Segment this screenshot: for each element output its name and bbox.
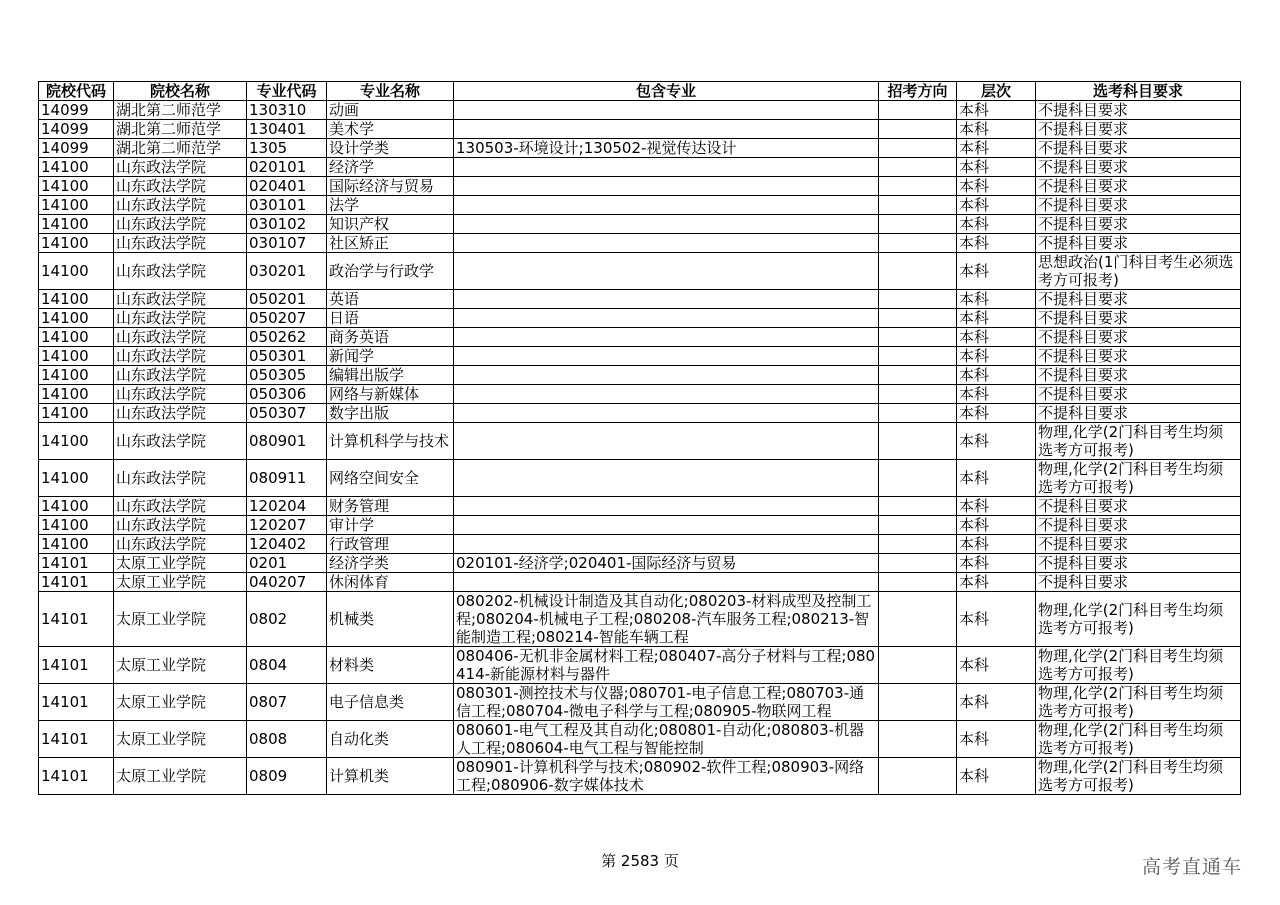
included-majors-cell: 080202-机械设计制造及其自动化;080203-材料成型及控制工程;080204-机械电子工程;080208-汽车服务工程;080213-智能制造工程;080214-智能车辆工程 [454,592,879,647]
subject-requirement-cell: 不提科目要求 [1036,139,1241,158]
subject-requirement-cell: 不提科目要求 [1036,177,1241,196]
major-name-cell: 美术学 [327,120,454,139]
school-name-cell: 山东政法学院 [114,423,247,460]
included-majors-cell [454,516,879,535]
major-code-cell: 030201 [247,253,327,290]
school-name-cell: 湖北第二师范学 [114,101,247,120]
direction-cell [879,423,957,460]
included-majors-cell [454,253,879,290]
major-name-cell: 经济学 [327,158,454,177]
major-name-cell: 自动化类 [327,721,454,758]
major-code-cell: 080911 [247,460,327,497]
school-name-cell: 山东政法学院 [114,385,247,404]
school-name-cell: 山东政法学院 [114,215,247,234]
table-row [39,366,1241,385]
school-name-cell: 山东政法学院 [114,290,247,309]
level-cell: 本科 [957,139,1036,158]
school-code-cell: 14100 [39,385,114,404]
table-row [39,554,1241,573]
school-code-cell: 14099 [39,120,114,139]
included-majors-cell [454,404,879,423]
major-code-cell: 030102 [247,215,327,234]
school-code-cell: 14100 [39,177,114,196]
school-code-cell: 14100 [39,196,114,215]
subject-requirement-cell: 不提科目要求 [1036,404,1241,423]
direction-cell [879,535,957,554]
table-body [39,101,1241,795]
major-code-cell: 050301 [247,347,327,366]
subject-requirement-cell: 物理,化学(2门科目考生均须选考方可报考) [1036,684,1241,721]
major-name-cell: 数字出版 [327,404,454,423]
school-code-cell: 14100 [39,290,114,309]
table-row [39,385,1241,404]
major-name-cell: 材料类 [327,647,454,684]
level-cell: 本科 [957,684,1036,721]
direction-cell [879,592,957,647]
table-row [39,347,1241,366]
major-name-cell: 审计学 [327,516,454,535]
major-name-cell: 日语 [327,309,454,328]
school-name-cell: 山东政法学院 [114,516,247,535]
direction-cell [879,177,957,196]
major-code-cell: 0201 [247,554,327,573]
level-cell: 本科 [957,647,1036,684]
school-name-cell: 山东政法学院 [114,234,247,253]
header-school-code: 院校代码 [39,82,114,101]
major-code-cell: 0809 [247,758,327,795]
table-row [39,290,1241,309]
direction-cell [879,139,957,158]
subject-requirement-cell: 不提科目要求 [1036,328,1241,347]
level-cell: 本科 [957,347,1036,366]
subject-requirement-cell: 不提科目要求 [1036,309,1241,328]
level-cell: 本科 [957,366,1036,385]
major-code-cell: 120402 [247,535,327,554]
table-row [39,120,1241,139]
major-name-cell: 机械类 [327,592,454,647]
school-name-cell: 山东政法学院 [114,347,247,366]
major-code-cell: 0802 [247,592,327,647]
major-name-cell: 新闻学 [327,347,454,366]
school-code-cell: 14100 [39,253,114,290]
subject-requirement-cell: 不提科目要求 [1036,516,1241,535]
major-name-cell: 商务英语 [327,328,454,347]
direction-cell [879,758,957,795]
direction-cell [879,234,957,253]
level-cell: 本科 [957,196,1036,215]
level-cell: 本科 [957,497,1036,516]
level-cell: 本科 [957,404,1036,423]
direction-cell [879,328,957,347]
subject-requirement-cell: 不提科目要求 [1036,385,1241,404]
included-majors-cell [454,385,879,404]
school-code-cell: 14100 [39,158,114,177]
included-majors-cell: 020101-经济学;020401-国际经济与贸易 [454,554,879,573]
included-majors-cell: 080601-电气工程及其自动化;080801-自动化;080803-机器人工程;080604-电气工程与智能控制 [454,721,879,758]
school-name-cell: 山东政法学院 [114,460,247,497]
header-level: 层次 [957,82,1036,101]
major-name-cell: 编辑出版学 [327,366,454,385]
table-row [39,196,1241,215]
school-name-cell: 山东政法学院 [114,309,247,328]
subject-requirement-cell: 思想政治(1门科目考生必须选考方可报考) [1036,253,1241,290]
subject-requirement-cell: 物理,化学(2门科目考生均须选考方可报考) [1036,423,1241,460]
major-code-cell: 080901 [247,423,327,460]
major-code-cell: 050307 [247,404,327,423]
included-majors-cell [454,423,879,460]
school-name-cell: 太原工业学院 [114,554,247,573]
included-majors-cell [454,158,879,177]
header-subject-requirement: 选考科目要求 [1036,82,1241,101]
direction-cell [879,385,957,404]
major-name-cell: 设计学类 [327,139,454,158]
school-code-cell: 14100 [39,366,114,385]
direction-cell [879,309,957,328]
school-code-cell: 14101 [39,721,114,758]
school-name-cell: 太原工业学院 [114,573,247,592]
subject-requirement-cell: 不提科目要求 [1036,497,1241,516]
subject-requirement-cell: 不提科目要求 [1036,215,1241,234]
level-cell: 本科 [957,460,1036,497]
school-code-cell: 14100 [39,234,114,253]
major-name-cell: 英语 [327,290,454,309]
subject-requirement-cell: 不提科目要求 [1036,234,1241,253]
header-school-name: 院校名称 [114,82,247,101]
major-code-cell: 040207 [247,573,327,592]
major-code-cell: 050305 [247,366,327,385]
major-name-cell: 电子信息类 [327,684,454,721]
school-code-cell: 14099 [39,139,114,158]
table-row [39,101,1241,120]
school-code-cell: 14100 [39,516,114,535]
major-name-cell: 经济学类 [327,554,454,573]
major-code-cell: 0807 [247,684,327,721]
level-cell: 本科 [957,234,1036,253]
major-name-cell: 社区矫正 [327,234,454,253]
watermark: 高考直通车 [1142,856,1243,878]
major-code-cell: 050262 [247,328,327,347]
subject-requirement-cell: 物理,化学(2门科目考生均须选考方可报考) [1036,721,1241,758]
school-code-cell: 14100 [39,328,114,347]
subject-requirement-cell: 不提科目要求 [1036,290,1241,309]
included-majors-cell [454,347,879,366]
table-row [39,535,1241,554]
direction-cell [879,347,957,366]
direction-cell [879,516,957,535]
direction-cell [879,684,957,721]
direction-cell [879,647,957,684]
direction-cell [879,573,957,592]
school-name-cell: 山东政法学院 [114,177,247,196]
school-code-cell: 14100 [39,460,114,497]
included-majors-cell: 080301-测控技术与仪器;080701-电子信息工程;080703-通信工程;080704-微电子科学与工程;080905-物联网工程 [454,684,879,721]
subject-requirement-cell: 不提科目要求 [1036,554,1241,573]
page-number: 第 2583 页 [601,852,679,870]
level-cell: 本科 [957,721,1036,758]
school-code-cell: 14100 [39,535,114,554]
direction-cell [879,253,957,290]
school-name-cell: 山东政法学院 [114,535,247,554]
table-row [39,758,1241,795]
subject-requirement-cell: 不提科目要求 [1036,347,1241,366]
subject-requirement-cell: 不提科目要求 [1036,120,1241,139]
direction-cell [879,158,957,177]
major-code-cell: 0804 [247,647,327,684]
level-cell: 本科 [957,328,1036,347]
school-code-cell: 14100 [39,497,114,516]
school-name-cell: 太原工业学院 [114,758,247,795]
school-code-cell: 14100 [39,347,114,366]
major-code-cell: 1305 [247,139,327,158]
major-name-cell: 财务管理 [327,497,454,516]
table-row [39,647,1241,684]
included-majors-cell [454,366,879,385]
major-name-cell: 网络与新媒体 [327,385,454,404]
included-majors-cell [454,101,879,120]
table-row [39,516,1241,535]
included-majors-cell [454,328,879,347]
school-code-cell: 14101 [39,554,114,573]
included-majors-cell [454,215,879,234]
school-code-cell: 14100 [39,215,114,234]
major-name-cell: 行政管理 [327,535,454,554]
included-majors-cell [454,460,879,497]
table-row [39,215,1241,234]
school-name-cell: 山东政法学院 [114,366,247,385]
level-cell: 本科 [957,592,1036,647]
included-majors-cell: 080901-计算机科学与技术;080902-软件工程;080903-网络工程;080906-数字媒体技术 [454,758,879,795]
table-row [39,253,1241,290]
school-name-cell: 山东政法学院 [114,497,247,516]
table-row [39,721,1241,758]
level-cell: 本科 [957,158,1036,177]
major-code-cell: 050207 [247,309,327,328]
included-majors-cell [454,309,879,328]
school-name-cell: 山东政法学院 [114,253,247,290]
level-cell: 本科 [957,573,1036,592]
table-row [39,309,1241,328]
school-name-cell: 山东政法学院 [114,158,247,177]
major-code-cell: 050201 [247,290,327,309]
header-included-majors: 包含专业 [454,82,879,101]
direction-cell [879,120,957,139]
header-row [39,82,1241,101]
table-row [39,158,1241,177]
subject-requirement-cell: 不提科目要求 [1036,573,1241,592]
table-row [39,234,1241,253]
school-code-cell: 14101 [39,758,114,795]
level-cell: 本科 [957,120,1036,139]
included-majors-cell [454,497,879,516]
table-row [39,573,1241,592]
major-code-cell: 120204 [247,497,327,516]
direction-cell [879,721,957,758]
major-code-cell: 030101 [247,196,327,215]
school-name-cell: 太原工业学院 [114,684,247,721]
school-code-cell: 14101 [39,684,114,721]
direction-cell [879,404,957,423]
included-majors-cell: 080406-无机非金属材料工程;080407-高分子材料与工程;080414-新能源材料与器件 [454,647,879,684]
direction-cell [879,554,957,573]
school-name-cell: 湖北第二师范学 [114,139,247,158]
major-name-cell: 休闲体育 [327,573,454,592]
level-cell: 本科 [957,290,1036,309]
school-name-cell: 太原工业学院 [114,647,247,684]
level-cell: 本科 [957,423,1036,460]
school-code-cell: 14100 [39,423,114,460]
direction-cell [879,196,957,215]
direction-cell [879,497,957,516]
direction-cell [879,290,957,309]
table-row [39,139,1241,158]
level-cell: 本科 [957,554,1036,573]
major-code-cell: 130401 [247,120,327,139]
table-row [39,328,1241,347]
level-cell: 本科 [957,253,1036,290]
level-cell: 本科 [957,535,1036,554]
major-code-cell: 020101 [247,158,327,177]
table-row [39,497,1241,516]
table-row [39,684,1241,721]
major-name-cell: 计算机类 [327,758,454,795]
included-majors-cell [454,234,879,253]
included-majors-cell [454,535,879,554]
school-code-cell: 14100 [39,404,114,423]
school-name-cell: 太原工业学院 [114,592,247,647]
school-code-cell: 14099 [39,101,114,120]
direction-cell [879,215,957,234]
header-direction: 招考方向 [879,82,957,101]
level-cell: 本科 [957,385,1036,404]
subject-requirement-cell: 不提科目要求 [1036,196,1241,215]
subject-requirement-cell: 物理,化学(2门科目考生均须选考方可报考) [1036,460,1241,497]
school-code-cell: 14100 [39,309,114,328]
subject-requirement-cell: 不提科目要求 [1036,366,1241,385]
major-code-cell: 050306 [247,385,327,404]
school-name-cell: 湖北第二师范学 [114,120,247,139]
included-majors-cell [454,290,879,309]
subject-requirement-cell: 不提科目要求 [1036,158,1241,177]
major-name-cell: 网络空间安全 [327,460,454,497]
major-code-cell: 0808 [247,721,327,758]
level-cell: 本科 [957,215,1036,234]
table-row [39,404,1241,423]
major-name-cell: 动画 [327,101,454,120]
major-code-cell: 130310 [247,101,327,120]
direction-cell [879,101,957,120]
subject-requirement-cell: 物理,化学(2门科目考生均须选考方可报考) [1036,647,1241,684]
table-row [39,592,1241,647]
school-name-cell: 山东政法学院 [114,404,247,423]
level-cell: 本科 [957,758,1036,795]
major-code-cell: 020401 [247,177,327,196]
included-majors-cell [454,177,879,196]
major-code-cell: 120207 [247,516,327,535]
major-name-cell: 国际经济与贸易 [327,177,454,196]
table-row [39,423,1241,460]
included-majors-cell [454,573,879,592]
school-name-cell: 山东政法学院 [114,328,247,347]
subject-requirement-cell: 不提科目要求 [1036,535,1241,554]
level-cell: 本科 [957,516,1036,535]
subject-requirement-cell: 不提科目要求 [1036,101,1241,120]
included-majors-cell [454,120,879,139]
school-name-cell: 山东政法学院 [114,196,247,215]
level-cell: 本科 [957,101,1036,120]
school-name-cell: 太原工业学院 [114,721,247,758]
table-row [39,177,1241,196]
level-cell: 本科 [957,177,1036,196]
included-majors-cell: 130503-环境设计;130502-视觉传达设计 [454,139,879,158]
level-cell: 本科 [957,309,1036,328]
header-major-code: 专业代码 [247,82,327,101]
direction-cell [879,366,957,385]
included-majors-cell [454,196,879,215]
major-code-cell: 030107 [247,234,327,253]
major-name-cell: 法学 [327,196,454,215]
school-code-cell: 14101 [39,592,114,647]
subject-requirement-cell: 物理,化学(2门科目考生均须选考方可报考) [1036,758,1241,795]
school-code-cell: 14101 [39,573,114,592]
major-name-cell: 政治学与行政学 [327,253,454,290]
school-code-cell: 14101 [39,647,114,684]
header-major-name: 专业名称 [327,82,454,101]
direction-cell [879,460,957,497]
admission-requirements-table [38,81,1241,795]
table-row [39,460,1241,497]
major-name-cell: 计算机科学与技术 [327,423,454,460]
subject-requirement-cell: 物理,化学(2门科目考生均须选考方可报考) [1036,592,1241,647]
major-name-cell: 知识产权 [327,215,454,234]
